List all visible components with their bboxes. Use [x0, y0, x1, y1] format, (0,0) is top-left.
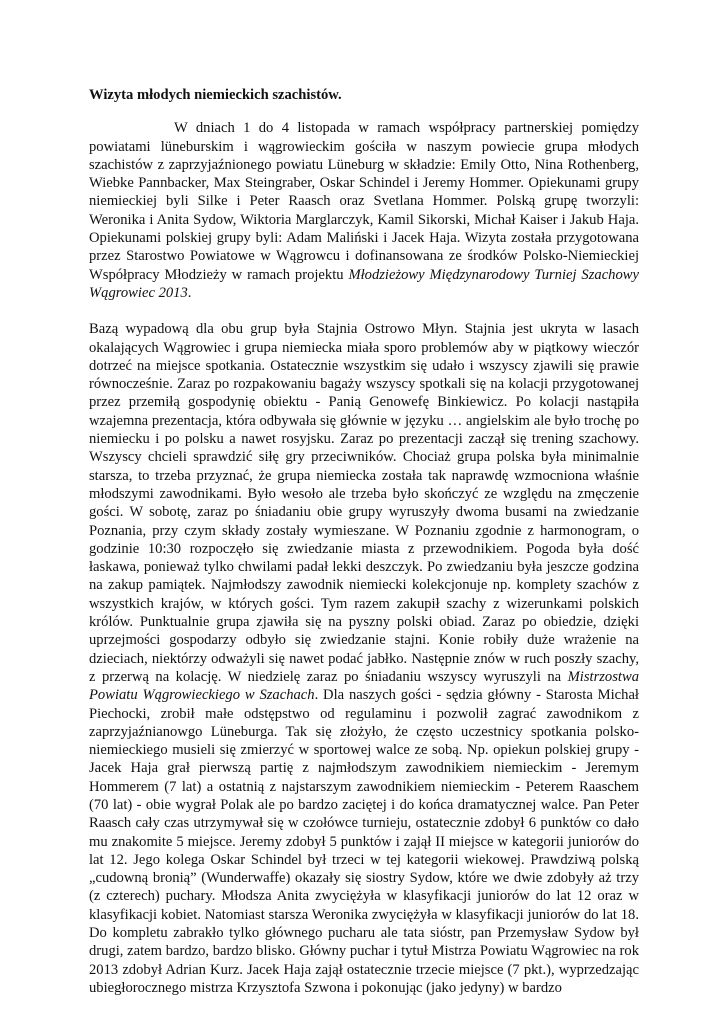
- intro-end: .: [187, 284, 192, 301]
- tournament-name: Mistrzostwa Powiatu Wągrowieckiego w Szachach: [89, 668, 639, 704]
- document-body: [89, 86, 639, 997]
- project-name: Młodzieżowy Międzynarodowy Turniej Szachowy Wągrowiec 2013: [89, 266, 639, 301]
- document-title: Wizyta młodych niemieckich szachistów.: [89, 87, 342, 103]
- intro-text: W dniach 1 do 4 listopada w ramach współpracy partnerskiej pomiędzy powiatami lüneburskim i wągrowieckim gościła w naszym powiecie grupa młodych szachistów z zaprzyjaźnionego powiatu Lüneburg w składzie: Emily Otto, Nina Rothenberg, Wiebke Pannbacker, Max Steingraber, Oskar Schindel i Jeremy Hommer. Opiekunami grupy niemieckiej byli Silke i Peter Raasch oraz Svetlana Hommer. Polską grupę tworzyli: Weronika i Anita Sydow, Wiktoria Marglarczyk, Kamil Sikorski, Michał Kaiser i Jakub Haja. Opiekunami polskiej grupy byli: Adam Maliński i Jacek Haja. Wizyta została przygotowana przez Starostwo Powiatowe w Wągrowcu i dofinansowana ze środków Polsko-Niemieckiej Współpracy Młodzieży w ramach projektu: [89, 120, 639, 283]
- report-text-1: Bazą wypadową dla obu grup była Stajnia Ostrowo Młyn. Stajnia jest ukryta w lasach okalających Wągrowiec i grupa niemiecka miała sporo problemów aby w piątkowy wieczór dotrzeć na miejsce spotkania. Ostatecznie wszystkim się udało i wszyscy zjawili się prawie równocześnie. Zaraz po rozpakowaniu bagaży wszyscy spotkali się na kolacji przygotowanej przez przemiłą gospodynię obiektu - Panią Genowefę Binkiewicz. Po kolacji nastąpiła wzajemna prezentacja, która odbywała się głównie w języku … angielskim ale było trochę po niemiecku i po polsku a nawet rosyjsku. Zaraz po prezentacji zaczął się trening szachowy. Wszyscy chcieli sprawdzić siłę gry przeciwników. Chociaż grupa polska była minimalnie starsza, to trzeba przyznać, że grupa niemiecka została tak naprawdę wzmocniona właśnie młodszymi zawodnikami. Było wesoło ale trzeba było skończyć ze względu na zmęczenie gości. W sobotę, zaraz po śniadaniu obie grupy wyruszyły dwoma busami na zwiedzanie Poznania, przy czym składy zostały wymieszane. W Poznaniu zgodnie z harmonogram, o godzinie 10:30 rozpoczęło się zwiedzanie miasta z przewodnikiem. Pogoda była dość łaskawa, ponieważ tylko chwilami padał lekki deszczyk. Po zwiedzaniu była jeszcze godzina na zakup pamiątek. Najmłodszy zawodnik niemiecki kolekcjonuje np. komplety szachów z wszystkich krajów, w których gości. Tym razem zakupił szachy z wizerunkami polskich królów. Punktualnie grupa zjawiła się na pyszny polski obiad. Zaraz po obiedzie, dzięki uprzejmości gospodarzy odbyło się zwiedzanie stajni. Konie robiły duże wrażenie na dzieciach, niektórzy odważyli się nawet podać jabłko. Następnie znów w ruch poszły szachy, z przerwą na kolację. W niedzielę zaraz po śniadaniu wszyscy wyruszyli na: [89, 321, 639, 685]
- paragraph-intro: [89, 119, 639, 302]
- report-text-2: . Dla naszych gości - sędzia główny - Starosta Michał Piechocki, zrobił małe odstępstwo od regulaminu i pozwolił zagrać zawodnikom z zaprzyjaźnianowgo Lüneburga. Tak się złożyło, że często uczestnicy spotkania polsko-niemieckiego musieli się zmierzyć w sportowej walce ze sobą. Np. opiekun polskiej grupy - Jacek Haja grał pierwszą partię z najmłodszym zawodnikiem niemieckim - Jeremym Hommerem (7 lat) a ostatnią z najstarszym zawodnikiem niemieckim - Peterem Raaschem (70 lat) - obie wygrał Polak ale po bardzo zaciętej i do końca dramatycznej walce. Pan Peter Raasch cały czas utrzymywał się w czołówce turnieju, ostatecznie zdobył 6 punktów co dało mu znakomite 5 miejsce. Jeremy zdobył 5 punktów i zajął II miejsce w kategorii juniorów do lat 12. Jego kolega Oskar Schindel był trzeci w tej kategorii wiekowej. Prawdziwą polską „cudowną bronią” (Wunderwaffe) okazały się siostry Sydow, które we dwie zdobyły aż trzy (z czterech) puchary. Młodsza Anita zwyciężyła w klasyfikacji juniorów do lat 12 oraz w klasyfikacji kobiet. Natomiast starsza Weronika zwyciężyła w klasyfikacji juniorów do lat 18. Do kompletu zabrakło tylko głównego pucharu ale tata sióstr, pan Przemysław Sydow był drugi, zatem bardzo, bardzo blisko. Główny puchar i tytuł Mistrza Powiatu Wągrowiec na rok 2013 zdobył Adrian Kurz. Jacek Haja zajął ostatecznie trzecie miejsce (7 pkt.), wyprzedzając ubiegłorocznego mistrza Krzysztofa Szwona i pokonując (jako jedyny) w bardzo: [89, 687, 639, 996]
- paragraph-report: [89, 320, 639, 997]
